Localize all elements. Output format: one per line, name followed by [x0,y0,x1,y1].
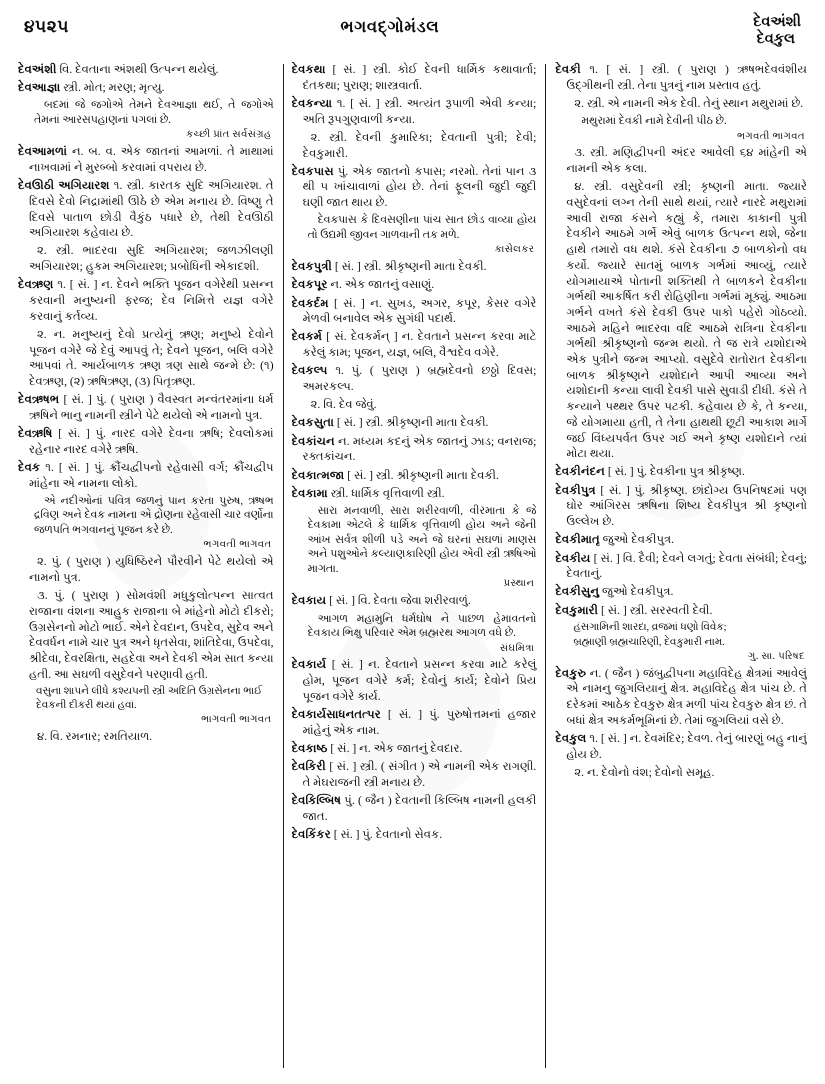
entry-headword: દેવઋષભ [18,393,60,407]
entry-headword: દેવઆમળાં [18,145,68,159]
entry-definition: ૨. વિ. દેવ જેવું. [310,398,377,412]
dictionary-entry [555,584,807,600]
dictionary-entry [292,793,537,824]
entry-headword: દેવઆજ્ઞા [18,81,61,95]
dictionary-entry [292,363,537,394]
entry-headword: દેવઅંશી [18,63,57,76]
dictionary-entry [555,532,807,548]
entry-definition: [ સં. ] સ્ત્રી. ( સંગીત ) એ નામની એક રાગણી. તે મેઘરાજની સ્ત્રી મનાય છે. [302,760,537,789]
entry-citation-verse-line: હંસગામિની શારદા, વ્રજમાં ધણો વિવેક; [573,621,727,633]
dictionary-entry [292,741,537,757]
entry-citation-source: પ્રસ્થાન [503,578,535,590]
entry-definition: [ સં. ] સ્ત્રી. કોઈ દેવની ધાર્મિક કથાવાર્તા; દંતકથા; પુરાણ; શાસ્ત્રવાર્તા. [302,63,537,92]
entry-citation-source: ભગવતી ભાગવત [203,539,272,551]
entry-definition: ૩. પું. ( પુરાણ ) સોમવંશી મધુકુલોત્પન્ન સાત્વત રાજાના વંશના આહુક રાજાના બે માંહેનો મોટો દીકરો; ઉગ્રસેનનો મોટો ભાઈ. એને દેવદાન, ઉપદેવ, સુદેવ અને દેવવર્ધન નામે ચાર પુત્ર અને ધૃતસેવા, શાંતિદેવા, ઉપદેવા, શ્રીદેવા, દેવરક્ષિતા, સહદેવા અને દેવકી એમ સાત કન્યા હતી. આ સઘળી વસુદેવને પરણાવી હતી. [29,589,274,681]
entry-definition: ન. બ. વ. એક જાતનાં આમળાં. તે માથામાં નાખવામાં ને મુરબ્બો કરવામાં વપરાય છે. [29,145,274,174]
entry-headword: દેવઋણ [18,278,54,292]
entry-citation-source: કાસેલકર [494,244,535,256]
entry-definition: ૨. સ્ત્રી. ભાદરવા સુદિ અગિયારશ; જળઝીલણી અગિયારશ; હુકમ અગિયારશ; પ્રબોધિની એકાદશી. [29,244,274,274]
dictionary-entry [292,657,537,704]
entry-definition: ૨. ન. દેવોનો વંશ; દેવોનો સમૂહ. [574,765,715,779]
dictionary-entry [292,468,537,484]
entry-definition: [ સં. ] સ્ત્રી. સરસ્વતી દેવી. [600,603,713,617]
dictionary-entry [18,426,274,457]
dictionary-sense [555,145,807,176]
dictionary-entry [18,392,274,423]
dictionary-sense [555,179,807,462]
entry-definition: ન. મધ્યમ કદનું એક જાતનું ઝાડ; વનરાજ; રક્તકાંચન. [302,434,537,464]
entry-headword: દેવકથા [291,63,326,76]
entry-headword: દેવકાત્મજા [291,468,345,482]
dictionary-entry [555,483,807,530]
entry-headword: દેવકીનંદન [555,465,605,479]
entry-headword: દેવકીસુનુ [555,585,600,599]
dictionary-entry [18,80,274,96]
entry-definition: [ સં. ] વિ. દેવતા જેવા શરીરવાળું. [329,594,471,608]
entry-definition: ૨. સ્ત્રી. એ નામની એક દેવી. તેનું સ્થાન મથુરામાં છે. [574,96,804,110]
dictionary-entry [18,460,274,491]
entry-definition: [ સં. ] સ્ત્રી. શ્રીકૃષ્ણની માતા દેવકી. [334,260,487,274]
entry-definition: ૧. પું. ( પુરાણ ) બ્રહ્મદેવનો છઠ્ઠો દિવસ; અમરકલ્પ. [302,364,537,394]
entry-definition: ૨. સ્ત્રી. દેવની કુમારિકા; દેવતાની પુત્રી; દેવી; દેવકુમારી. [302,130,537,160]
entry-definition: ૨. પું. ( પુરાણ ) યુધિષ્ઠિરને પૌરવીને પેટે થયેલો એ નામનો પુત્ર. [29,555,274,584]
column-container [18,62,807,1074]
entry-headword: દેવકીપુત્ર [555,483,596,497]
entry-definition: [ સં. ] ન. સુખડ, અગર, કપૂર, કેસર વગેરે મેળવી બનાવેલ એક સુગંધી પદાર્થ. [302,296,537,326]
dictionary-entry [555,603,807,619]
dictionary-entry [292,62,537,93]
dictionary-entry [555,551,807,582]
entry-headword: દેવકસુતા [291,416,334,430]
entry-headword: દેવઊઠી અગિયારશ [18,179,110,193]
dictionary-entry [18,62,274,78]
dictionary-entry [18,144,274,175]
entry-headword: દેવકપુત્રી [291,260,332,274]
entry-headword: દેવકપૂર [291,278,328,292]
dictionary-sense [18,554,274,585]
running-head [18,14,807,60]
entry-headword: દેવકપાસ [291,164,334,178]
entry-headword: દેવકન્યા [291,96,333,110]
dictionary-sense [555,765,807,781]
entry-definition: ૨. ન. મનુષ્યનું દેવો પ્રત્યેનું ઋણ; મનુષ્યે દેવોને પૂજન વગેરે જે દેવું આપવું તે; દેવને પૂજન, બલિ વગેરે આપવાં તે. આર્યબાળક ઋણ ત્રણ સાથે જન્મે છે: (૧) દેવઋણ, (૨) ઋષિઋણ, (૩) પિતૃઋણ. [29,327,274,389]
entry-headword: દેવકુમારી [555,603,599,617]
dictionary-sense [18,588,274,682]
entry-definition: [ સં. ] પું. દેવતાનો સેવક. [333,827,443,841]
entry-citation-quote: દેવકપાસ કે દિવસણીના પાંચ સાત છોડ વાવ્યા હોય તો ઉદ્યમી જીવન ગાળવાની તક મળે. [307,214,537,241]
dictionary-sense [292,397,537,413]
dictionary-entry [292,96,537,127]
entry-citation-quote: મથુરામાં દેવકી નામે દેવીની પીઠ છે. [581,115,727,128]
entry-definition: વિ. દેવતાના અંશથી ઉત્પન્ન થયેલું. [59,63,219,76]
dictionary-entry [292,415,537,431]
entry-headword: દેવકિલ્બિષ [291,793,342,807]
dictionary-entry [292,707,537,738]
entry-definition: પું. એક જાતનો કપાસ; નરમો. તેનાં પાન ૩ થી ૫ ખાંચાવાળાં હોય છે. તેનાં ફૂલની જુદી જુદી ઘણી જાત થાય છે. [302,164,537,210]
entry-headword: દેવક [18,461,41,475]
entry-definition: સ્ત્રી. મોત; મરણ; મૃત્યુ. [63,81,165,95]
entry-headword: દેવકાંચન [291,434,335,448]
dictionary-entry [292,259,537,275]
entry-definition: [ સં. ] ન. એક જાતનું દેવદાર. [330,741,463,755]
entry-headword: દેવકર્દમ [291,296,329,310]
entry-headword: દેવકર્મ [291,330,323,344]
entry-definition: ૧. [ સં. ] સ્ત્રી. અત્યંત રૂપાળી એવી કન્યા; અતિ રૂપગુણવાળી કન્યા. [302,96,537,126]
entry-definition: [ સં. દેવકર્મન્ ] ન. દેવતાને પ્રસન્ન કરવા માટે કરેલું કામ; પૂજન, યજ્ઞ, બલિ, વૈશ્વદેવ વગેરે. [302,330,537,360]
entry-headword: દેવકિંકર [291,827,331,841]
entry-headword: દેવકાર્ય [291,658,327,672]
dictionary-entry [292,164,537,211]
entry-citation-quote: સારા મનવાળી, સારા શરીરવાળી, વીરમાતા કે જે દેવકામા એટલે કે ધાર્મિક વૃત્તિવાળી હોય અને જેની આંખ સર્વત્ર શીળી પડે અને જે ઘરનાં સઘળાં માણસ અને પશુઓને કલ્યાણકારિણી હોય એવી સ્ત્રી ઋષિઓ માગતા. [307,504,537,575]
entry-definition: ૧. [ સં. ] ન. દેવને ભક્તિ પૂજન વગેરેથી પ્રસન્ન કરવાની મનુષ્યની ફરજ; દેવ નિમિત્તે યજ્ઞ વગેરે કરવાનું કર્તવ્ય. [29,278,274,323]
entry-definition: ૩. સ્ત્રી. મણિદ્વીપની અંદર આવેલી ૬૪ માંહેની એ નામની એક કલા. [566,146,807,176]
dictionary-sense [18,327,274,390]
dictionary-entry [292,486,537,502]
entry-definition: પું. ( જૈન ) દેવતાની કિલ્બિષ નામની હલકી જાત. [302,793,537,823]
dictionary-entry [555,666,807,729]
dictionary-entry [18,277,274,324]
entry-headword: દેવકિરી [291,760,326,774]
entry-definition: ૧. [ સં. ] ન. દેવમંદિર; દેવળ. તેનું બારણું બહુ નાનું હોય છે. [566,731,807,761]
entry-definition: [ સં. ] ન. દેવતાને પ્રસન્ન કરવા માટે કરેલું હોમ, પૂજન વગેરે કર્મ; દેવોનું કાર્ય; દેવોને પ્રિય પૂજન વગેરે કાર્ય. [302,658,537,703]
entry-headword: દેવકાષ્ઠ [291,741,328,755]
guide-word-last: દેવકુલ [756,31,795,48]
dictionary-sense [18,243,274,274]
entry-definition: ૪. વિ. રમનાર; રમતિયાળ. [37,729,153,743]
entry-headword: દેવકલ્પ [291,364,328,378]
text-column-3 [546,62,807,1074]
text-column-2 [284,62,546,1074]
entry-definition: સ્ત્રી. ધાર્મિક વૃત્તિવાળી સ્ત્રી. [330,486,445,500]
entry-definition: ન. એક જાતનું વસાણું. [330,278,435,292]
entry-citation-quote: આગળ મહામુનિ ધર્મઘોષ ને પાછળ હેમાવતનો દેવકાય ભિક્ષુ પરિવાર એમ બ્રહ્મરથ આગળ વધે છે. [307,612,537,639]
page-folio-number: ૪૫૨૫ [24,17,69,36]
entry-citation-source: ભાગવતી ભાગવત [201,713,272,725]
dictionary-entry [555,62,807,93]
entry-citation-source: ભગવતી ભાગવત [736,130,805,142]
entry-definition: [ સં. ] પું. નારદ વગેરે દેવના ઋષિ; દેવલોકમાં રહેનાર નારદ વગેરે ઋષિ. [29,427,274,456]
dictionary-entry [292,329,537,360]
entry-citation-verse-line: વસુના શાપને લીધે કશ્યપની સ્ત્રી અદિતિ ઉગ્રસેનના ભાઈ દેવકની દીકરી થયાં હવાં. [36,685,263,711]
entry-headword: દેવકીય [555,551,591,565]
entry-definition: ૧. સ્ત્રી. કારતક સુદિ અગિયારશ. તે દિવસે દેવો નિદ્રામાંથી ઊઠે છે એમ મનાય છે. વિષ્ણુ તે દિવસે પાતાળ છોડી વૈકુંઠ પધારે છે, તેથી દેવઊઠી અગિયારશ કહેવાય છે. [29,179,274,240]
entry-definition: જુઓ દેવકીપુત્ર. [601,585,674,599]
entry-definition: [ સં. ] પું. શ્રીકૃષ્ણ. છાંદોગ્ય ઉપનિષદમાં પણ ઘોર આંગિરસ ઋષિના શિષ્ય દેવકીપુત્ર શ્રી કૃષ્ણનો ઉલ્લેખ છે. [566,483,807,529]
dictionary-entry [292,296,537,327]
entry-citation-quote: એ નદીઓનાં પવિત્ર જળનું પાન કરતા પુરુષ, ઋષભ દ્રવિણ અને દેવક નામના એ દ્રોણના રહેવાસી ચાર વર્ણોના જળપતિ ભગવાનનું પૂજન કરે છે. [34,494,274,536]
entry-citation-source: કચ્છી પ્રાંત સર્વસંગ્રહ [186,129,272,141]
entry-definition: [ સં. ] સ્ત્રી. શ્રીકૃષ્ણની માતા દેવકી. [347,468,499,482]
entry-definition: જુઓ દેવકીપુત્ર. [602,533,675,547]
guide-word-first: દેવઅંશી [753,14,801,30]
dictionary-entry [292,759,537,790]
dictionary-entry [555,731,807,762]
entry-headword: દેવકાય [291,594,327,608]
entry-headword: દેવકામા [291,486,328,500]
entry-citation-source: સંઘમિત્રા [499,642,535,654]
dictionary-entry [292,593,537,609]
dictionary-entry [292,434,537,465]
dictionary-sense [292,130,537,161]
entry-definition: [ સં. ] વિ. દૈવી; દેવને લગતું; દેવતા સંબંધી; દેવનું; દેવતાનું. [566,551,807,581]
entry-definition: [ સં. ] પું. દેવકીના પુત્ર શ્રીકૃષ્ણ. [607,465,745,479]
dictionary-entry [292,827,537,843]
entry-definition: [ સં. ] પું. પુરુષોત્તમનાં હજાર માંહેનું એક નામ. [302,707,537,737]
entry-citation-quote: બદમાં જે જગોએ તેમને દેવઆજ્ઞા થઈ, તે જગોએ તેમનાં આરસપહાણનાં પગલાં છે. [34,99,274,126]
entry-headword: દેવકીમાતૃ [555,533,600,547]
entry-definition: [ સં. ] સ્ત્રી. શ્રીકૃષ્ણની માતા દેવકી. [336,416,489,430]
dictionary-sense [18,729,274,745]
text-column-1 [18,62,283,1074]
dictionary-sense [555,96,807,112]
book-title: ભગવદ્ગોમંડલ [340,17,440,36]
entry-definition: ૧. [ સં. ] પું. ક્રૌંચદ્વીપનો રહેવાસી વર્ગ; ક્રૌંચદ્વીપ માંહેના એ નામના લોકો. [29,461,274,490]
dictionary-entry [555,464,807,480]
dictionary-entry [18,178,274,241]
entry-headword: દેવકી [555,63,581,76]
entry-definition: ૧. [ સં. ] સ્ત્રી. ( પુરાણ ) ઋષભદેવવંશીય ઉદ્ગીથની સ્ત્રી. તેના પુત્રનું નામ પ્રસ્તાવ હતું. [566,63,807,92]
entry-definition: ૪. સ્ત્રી. વસુદેવની સ્ત્રી; કૃષ્ણની માતા. જ્યારે વસુદેવનાં લગ્ન તેની સાથે થયાં, ત્યારે નારદે મથુરામાં આવી રાજા કંસને કહ્યું કે, તમારા કાકાની પુત્રી દેવકીને આઠમે ગર્ભે એવું બાળક ઉત્પન્ન થશે, જેના હાથે તમારો વધ થશે. કંસે દેવકીના ૭ બાળકોનો વધ કર્યો. જ્યારે સાતમું બાળક ગર્ભમાં આવ્યું, ત્યારે યોગમાયાએ પોતાની શક્તિથી તે બાળકને દેવકીના ગર્ભથી આકર્ષિત કરી રોહિણીના ગર્ભમાં મૂક્યું. આઠમા ગર્ભને વખતે કંસે દેવકી ઉપર પાકો પહેરો ગોઠવ્યો. આઠમે મહિને ભાદરવા વદિ આઠમે રાત્રિના દેવકીના ગર્ભથી શ્રીકૃષ્ણનો જન્મ થયો. તે જ રાત્રે યશોદાએ એક પુત્રીને જન્મ આપ્યો. વસુદેવે રાતોરાત દેવકીના બાળક શ્રીકૃષ્ણને યશોદાને આપી આવ્યા અને યશોદાની કન્યા લાવી દેવકી પાસે સુવાડી દીધી. કંસે તે કન્યાને પથ્થર ઉપર પટકી. કહેવાય છે કે, તે કન્યા, જે યોગમાયા હતી, તે તેના હાથથી છૂટી આકાશ માર્ગે જઈ વિંધ્યપર્વત ઉપર ગઈ અને કૃષ્ણ યશોદાને ત્યાં મોટા થયા. [566,180,807,461]
entry-headword: દેવઋષિ [18,427,53,441]
entry-headword: દેવકુલ [555,731,587,745]
dictionary-entry [292,277,537,293]
entry-headword: દેવકુરુ [555,666,587,680]
entry-headword: દેવકાર્યસાધનતત્પર [291,707,381,721]
entry-definition: ન. ( જૈન ) જંબુદ્વીપના મહાવિદેહ ક્ષેત્રમાં આવેલું એ નામનુ જુગલિયાનું ક્ષેત્ર. મહાવિદેહ ક્ષેત્ર પાંચ છે. તે દરેકમાં આઠેક દેવકુરુ ક્ષેત્ર મળી પાંચ દેવકુરુ ક્ષેત્ર છં. તે બધાં ક્ષેત્ર અકર્મભૂમિનાં છે. તેમાં જુગલિયાં વસે છે. [566,666,807,727]
entry-citation-source: ગુ. સા. પરિષદ [748,650,805,662]
guide-words [681,14,801,48]
entry-citation-verse-line: બ્રહ્માણી બ્રહ્મચારિણી, દેવકુમારી નામ. [573,636,725,648]
entry-definition: [ સં. ] પું. ( પુરાણ ) વૈવસ્વત મન્વંતરમાંના ધર્મ ઋષિને ભાનુ નામની સ્ત્રીને પેટે થયેલો એ નામનો પુત્ર. [29,393,274,422]
